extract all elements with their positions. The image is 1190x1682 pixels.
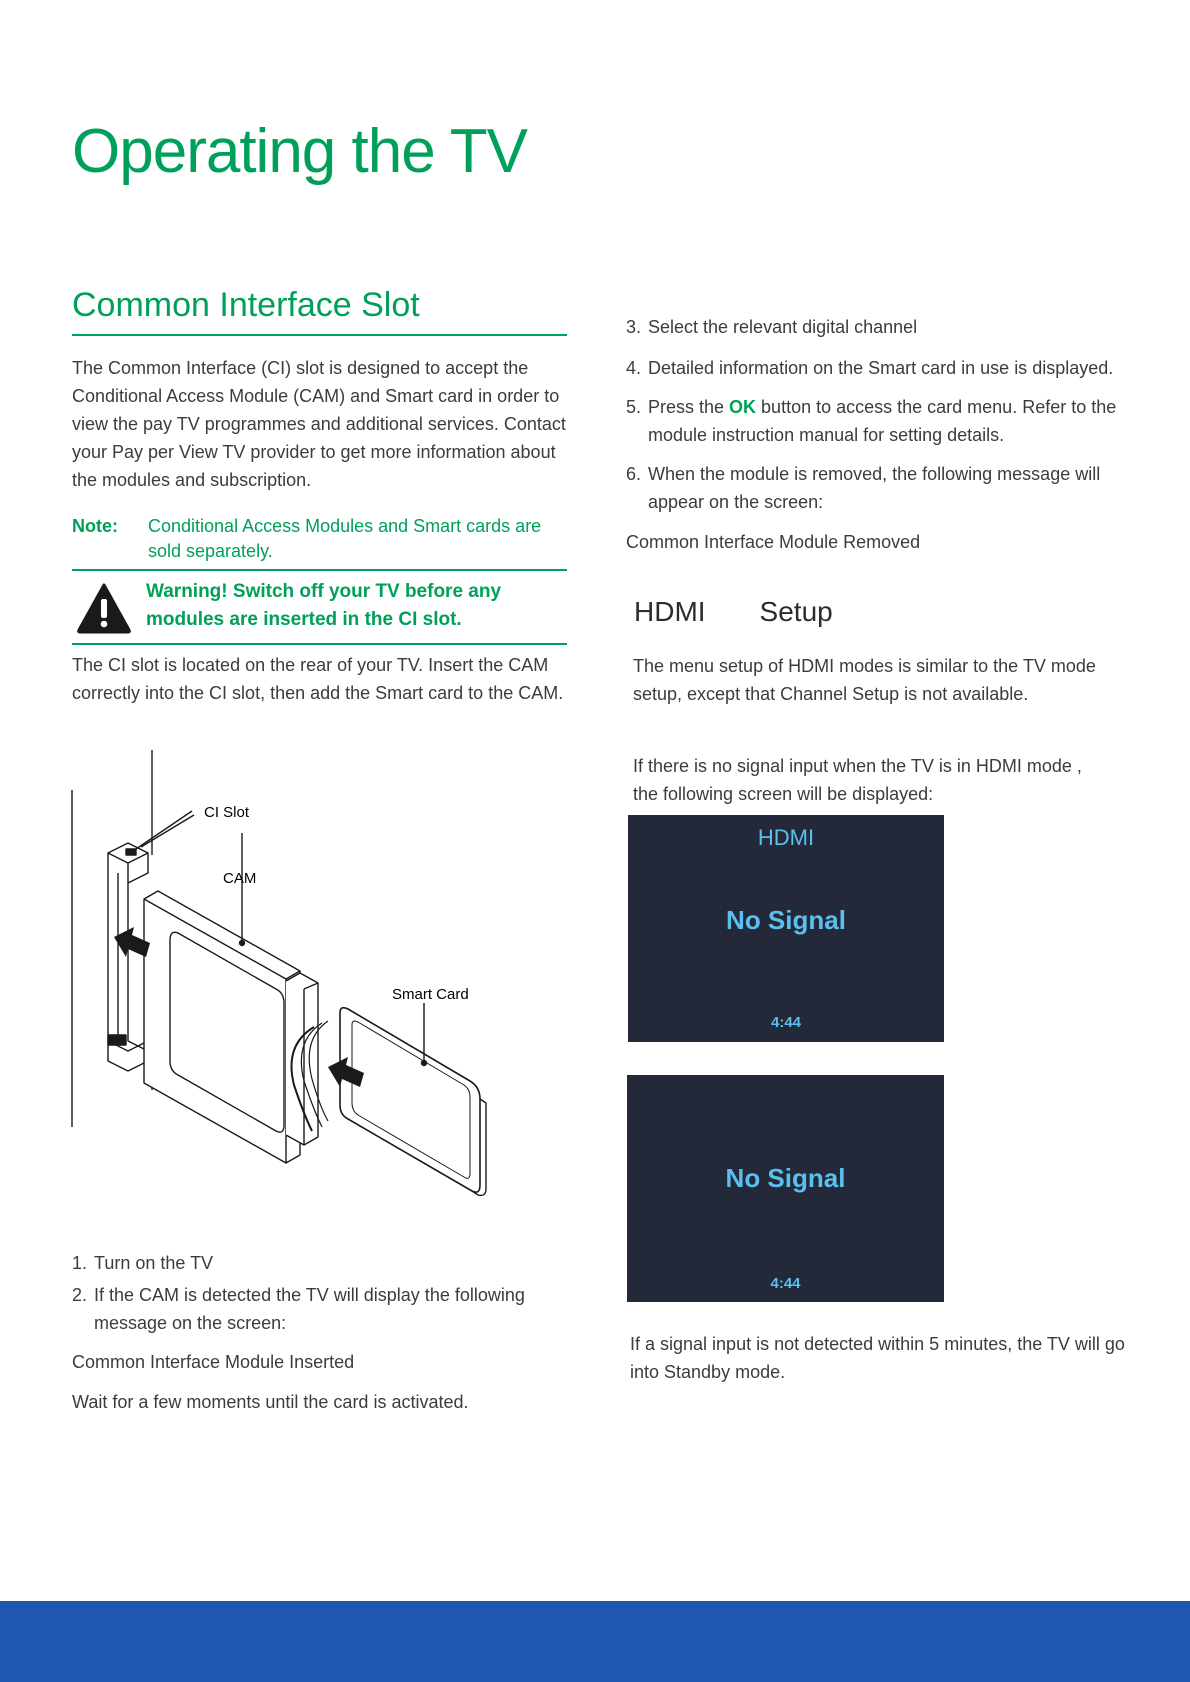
hdmi-menu-paragraph: The menu setup of HDMI modes is similar to the TV mode setup, except that Channel Setup is not available. (633, 656, 1096, 704)
step-number: 6. (626, 464, 642, 484)
note-text: Conditional Access Modules and Smart cards are sold separately. (148, 516, 542, 561)
ci-intro-paragraph: The Common Interface (CI) slot is designed to accept the Conditional Access Module (CAM) and Smart card in order to view the pay TV programmes and additional services. Contact your Pay per View TV provider to get more information about the modules and subscription. (72, 358, 566, 490)
warning-icon (76, 582, 132, 634)
step-text: Select the relevant digital channel (648, 317, 918, 337)
warning-text (146, 578, 566, 634)
warning-line-2: modules are inserted in the CI slot. (146, 609, 462, 630)
section-divider (72, 334, 567, 336)
hdmi-title-word: HDMI (634, 596, 706, 627)
warning-line-1: Warning! Switch off your TV before any (146, 581, 502, 602)
screen-source-label: HDMI (757, 825, 815, 850)
page-title: Operating the TV (72, 117, 528, 186)
list-item-step-6 (626, 460, 1126, 516)
note-label: Note: (72, 516, 118, 536)
smart-card (340, 1008, 480, 1192)
step-number: 4. (626, 358, 642, 378)
step-number: 2. (72, 1285, 88, 1305)
step-text: If the CAM is detected the TV will display the following message on the screen: (94, 1285, 525, 1333)
warning-bottom-rule (72, 643, 567, 645)
standby-paragraph: If a signal input is not detected within 5 minutes, the TV will go into Standby mode. (630, 1334, 1125, 1382)
label-ci-slot: CI Slot (204, 804, 250, 821)
warning-top-rule (72, 569, 567, 571)
cam-insertion-figure (66, 745, 526, 1235)
screen-countdown-timer: 4:44 (770, 1275, 801, 1292)
no-signal-intro: If there is no signal input when the TV is in HDMI mode , the following screen will be displayed: (633, 756, 1082, 804)
screen-no-signal-text: No Signal (725, 1163, 846, 1193)
footer-bar (0, 1601, 1190, 1682)
hdmi-setup-title (634, 596, 833, 628)
step-text: Detailed information on the Smart card in use is displayed. (648, 358, 1114, 378)
list-item-step-3 (626, 313, 1126, 341)
step-number: 5. (626, 397, 642, 417)
label-smart-card: Smart Card (392, 986, 469, 1003)
ok-button-label: OK (729, 397, 757, 417)
step-text-before: Press the (648, 397, 730, 417)
cam-module (144, 891, 300, 1163)
step-number: 3. (626, 317, 642, 337)
list-item-step-2 (72, 1281, 552, 1337)
step-text-after: button to access the card menu. Refer to the module instruction manual for setting details. (648, 397, 1117, 445)
list-item-step-4 (626, 354, 1126, 382)
inserted-message: Common Interface Module Inserted (72, 1352, 355, 1372)
section-title-common-interface: Common Interface Slot (72, 286, 420, 324)
screen-no-signal-text: No Signal (726, 905, 846, 935)
removed-message: Common Interface Module Removed (626, 532, 921, 552)
no-signal-screen (627, 1075, 944, 1302)
list-item-step-5 (626, 393, 1126, 449)
screen-countdown-timer: 4:44 (770, 1014, 802, 1031)
label-cam: CAM (223, 870, 257, 887)
no-signal-screen-hdmi (628, 815, 944, 1042)
list-item-step-1 (72, 1249, 572, 1277)
ci-slot-leader (136, 811, 192, 849)
wait-text: Wait for a few moments until the card is activated. (72, 1392, 469, 1412)
setup-title-word: Setup (759, 596, 833, 627)
step-text: When the module is removed, the following message will appear on the screen: (648, 464, 1101, 512)
ci-location-paragraph: The CI slot is located on the rear of your TV. Insert the CAM correctly into the CI slot, then add the Smart card to the CAM. (72, 655, 564, 703)
step-number: 1. (72, 1253, 88, 1273)
step-text: Turn on the TV (94, 1253, 214, 1273)
step-text (648, 393, 1138, 449)
